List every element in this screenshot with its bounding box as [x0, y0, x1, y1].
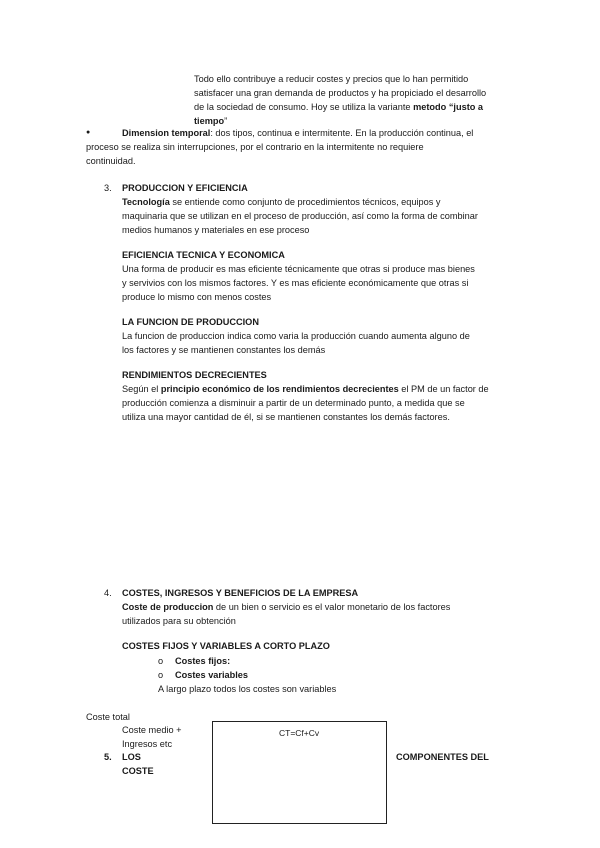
- formula-text: CT=Cf+Cv: [279, 728, 320, 738]
- diminishing-returns-line-2: producción comienza a disminuir a partir de un determinado punto, a medida que se: [122, 398, 465, 408]
- section-4-number: 4.: [104, 588, 112, 598]
- coste-medio: Coste medio +: [122, 725, 182, 735]
- section-4-title: COSTES, INGRESOS Y BENEFICIOS DE LA EMPRESA: [122, 588, 359, 598]
- list-item-variable-costs: Costes variables: [175, 670, 249, 680]
- efficiency-line-1: Una forma de producir es mas eficiente técnicamente que otras si produce mas bienes: [122, 264, 475, 274]
- efficiency-line-3: produce lo mismo con menos costes: [122, 292, 272, 302]
- intro-line-4-bold: tiempo: [194, 116, 225, 126]
- dimension-title: Dimension temporal: [122, 128, 211, 138]
- tech-line-1-text: se entiende como conjunto de procedimientos técnicos, equipos y: [169, 197, 441, 207]
- list-item-fixed-costs: Costes fijos:: [175, 656, 231, 666]
- cost-line-2: utilizados para su obtención: [122, 616, 236, 626]
- dimension-line-1: [86, 126, 526, 140]
- efficiency-line-2: y servivios con los mismos factores. Y es mas eficiente económicamente que otras si: [122, 278, 469, 288]
- production-function-title: LA FUNCION DE PRODUCCION: [122, 317, 259, 327]
- cost-line-1: [122, 600, 522, 614]
- diminishing-returns-principle: principio económico de los rendimientos decrecientes: [160, 384, 399, 394]
- section-5-number: 5.: [104, 752, 112, 762]
- diminishing-returns-line-1: [122, 382, 522, 396]
- intro-line-3-text: de la sociedad de consumo. Hoy se utiliza la variante: [194, 102, 414, 112]
- section-3-number: 3.: [104, 183, 112, 193]
- intro-line-4-text: ”: [224, 116, 228, 126]
- coste-total: Coste total: [86, 712, 130, 722]
- section-3: [122, 181, 522, 237]
- dimension-paragraph: [86, 126, 526, 168]
- intro-line-3: [194, 100, 524, 114]
- diminishing-returns-title: RENDIMIENTOS DECRECIENTES: [122, 370, 267, 380]
- efficiency-block: [122, 248, 522, 304]
- section-5-coste: COSTE: [122, 766, 154, 776]
- tech-line-2: maquinaria que se utilizan en el proceso de producción, así como la forma de combinar: [122, 211, 478, 221]
- cost-term: Coste de produccion: [122, 602, 214, 612]
- tech-line-1: [122, 195, 522, 209]
- production-function-line-2: los factores y se mantienen constantes los demás: [122, 345, 326, 355]
- cost-line-1-text: de un bien o servicio es el valor monetario de los factores: [213, 602, 451, 612]
- production-function-line-1: La funcion de produccion indica como varia la producción cuando aumenta alguno de: [122, 331, 470, 341]
- diminishing-returns-line-1-post: el PM de un factor de: [398, 384, 489, 394]
- list-marker-2: o: [158, 670, 164, 680]
- ingresos: Ingresos etc: [122, 739, 173, 749]
- diminishing-returns-line-3: utiliza una mayor cantidad de él, si se mantienen constantes los demás factores.: [122, 412, 450, 422]
- section-5-los: LOS: [122, 752, 141, 762]
- diminishing-returns-block: [122, 368, 522, 424]
- production-function-block: [122, 315, 522, 357]
- section-3-title: PRODUCCION Y EFICIENCIA: [122, 183, 248, 193]
- dimension-line-2: proceso se realiza sin interrupciones, por el contrario en la intermitente no requiere: [86, 142, 424, 152]
- formula-text-box: [212, 721, 387, 824]
- dimension-bullet: ●: [86, 129, 91, 136]
- tech-term: Tecnología: [122, 197, 170, 207]
- intro-line-3-bold: metodo “justo a: [413, 102, 484, 112]
- dimension-line-1-text: : dos tipos, continua e intermitente. En la producción continua, el: [210, 128, 474, 138]
- long-term-note: A largo plazo todos los costes son variables: [158, 684, 337, 694]
- intro-paragraph: [194, 72, 524, 128]
- section-5-componentes: COMPONENTES DEL: [396, 752, 489, 762]
- list-marker-1: o: [158, 656, 164, 666]
- tech-line-3: medios humanos y materiales en ese proceso: [122, 225, 310, 235]
- intro-line-2: satisfacer una gran demanda de productos y ha propiciado el desarrollo: [194, 88, 487, 98]
- fixed-variable-title: COSTES FIJOS Y VARIABLES A CORTO PLAZO: [122, 641, 330, 651]
- efficiency-title: EFICIENCIA TECNICA Y ECONOMICA: [122, 250, 285, 260]
- dimension-line-3: continuidad.: [86, 156, 136, 166]
- section-4: [122, 586, 522, 628]
- intro-line-1: Todo ello contribuye a reducir costes y precios que lo han permitido: [194, 74, 469, 84]
- diminishing-returns-line-1-pre: Según el: [122, 384, 161, 394]
